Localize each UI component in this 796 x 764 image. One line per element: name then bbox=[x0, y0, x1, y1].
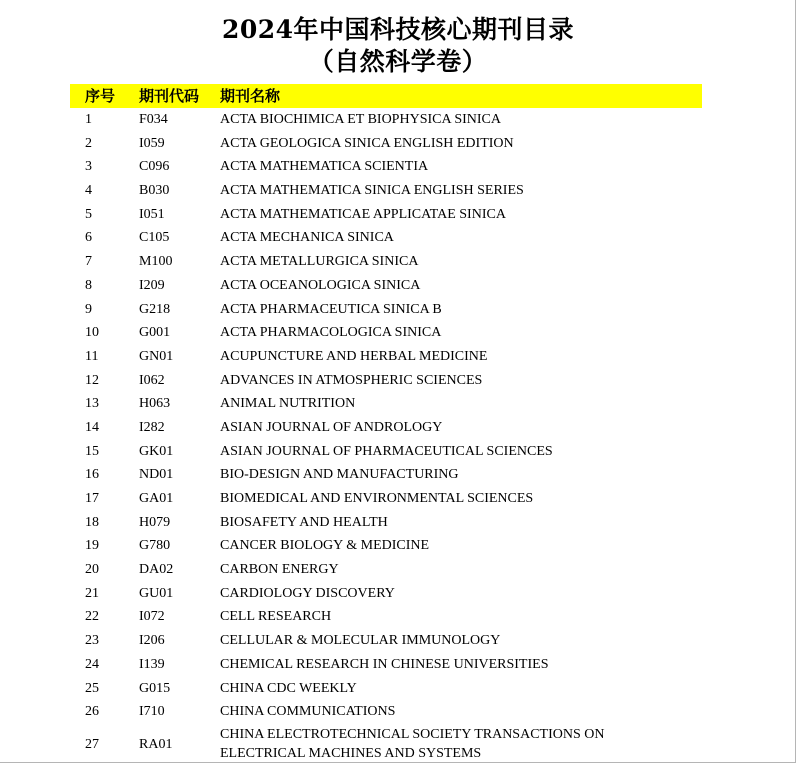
journal-code: DA02 bbox=[139, 562, 174, 578]
journal-name: ASIAN JOURNAL OF PHARMACEUTICAL SCIENCES bbox=[220, 443, 553, 459]
journal-name: ACTA METALLURGICA SINICA bbox=[220, 254, 419, 270]
table-row bbox=[70, 203, 702, 227]
journal-name: ACTA GEOLOGICA SINICA ENGLISH EDITION bbox=[220, 135, 514, 151]
journal-name: BIOMEDICAL AND ENVIRONMENTAL SCIENCES bbox=[220, 491, 534, 506]
row-number: 25 bbox=[85, 680, 99, 696]
journal-code: I209 bbox=[139, 277, 165, 293]
journal-table bbox=[70, 108, 702, 764]
row-number: 3 bbox=[85, 159, 92, 175]
row-number: 18 bbox=[85, 514, 99, 530]
journal-name: ACTA PHARMACEUTICA SINICA B bbox=[220, 301, 442, 317]
journal-code: G218 bbox=[139, 301, 171, 317]
journal-name: CHINA ELECTROTECHNICAL SOCIETY TRANSACTIONS ON ELECTRICAL MACHINES AND SYSTEMS bbox=[220, 726, 605, 761]
journal-code: G001 bbox=[139, 325, 171, 341]
row-number: 9 bbox=[85, 301, 92, 317]
table-row bbox=[70, 392, 702, 416]
journal-code: GA01 bbox=[139, 491, 174, 506]
table-row bbox=[70, 226, 702, 250]
table-row bbox=[70, 416, 702, 440]
row-number: 10 bbox=[85, 325, 99, 341]
row-number: 15 bbox=[85, 443, 99, 459]
row-number: 13 bbox=[85, 396, 99, 412]
journal-name: CELL RESEARCH bbox=[220, 609, 332, 625]
journal-name: CHEMICAL RESEARCH IN CHINESE UNIVERSITIES bbox=[220, 656, 549, 672]
journal-name: CHINA COMMUNICATIONS bbox=[220, 704, 396, 720]
journal-name: ACTA PHARMACOLOGICA SINICA bbox=[220, 325, 442, 341]
page-subtitle: （自然科学卷） bbox=[308, 47, 488, 76]
table-row bbox=[70, 582, 702, 606]
journal-name: CARDIOLOGY DISCOVERY bbox=[220, 585, 395, 601]
journal-name: ACTA MATHEMATICA SINICA ENGLISH SERIES bbox=[220, 183, 524, 199]
row-number: 14 bbox=[85, 419, 99, 435]
journal-code: I710 bbox=[139, 704, 165, 720]
row-number: 22 bbox=[85, 609, 99, 625]
journal-code: GU01 bbox=[139, 585, 174, 601]
column-header-code: 期刊代码 bbox=[139, 87, 200, 105]
table-row bbox=[70, 558, 702, 582]
table-row bbox=[70, 534, 702, 558]
table-row bbox=[70, 511, 702, 535]
row-number: 2 bbox=[85, 135, 92, 151]
row-number: 6 bbox=[85, 230, 92, 246]
journal-name: ACTA BIOCHIMICA ET BIOPHYSICA SINICA bbox=[220, 112, 501, 127]
table-row bbox=[70, 345, 702, 369]
column-header-name: 期刊名称 bbox=[220, 87, 281, 105]
table-row bbox=[70, 700, 702, 724]
journal-name: CHINA CDC WEEKLY bbox=[220, 680, 357, 696]
row-number: 17 bbox=[85, 491, 99, 506]
row-number: 11 bbox=[85, 348, 99, 364]
page-title: 2024年中国科技核心期刊目录 bbox=[221, 15, 575, 44]
journal-code: GK01 bbox=[139, 443, 174, 459]
row-number: 24 bbox=[85, 656, 99, 672]
table-row bbox=[70, 274, 702, 298]
table-header bbox=[70, 84, 702, 108]
row-number: 4 bbox=[85, 183, 92, 199]
journal-code: C096 bbox=[139, 159, 170, 175]
journal-code: I139 bbox=[139, 656, 165, 672]
table-row bbox=[70, 298, 702, 322]
journal-name: ADVANCES IN ATMOSPHERIC SCIENCES bbox=[220, 372, 483, 388]
table-row bbox=[70, 463, 702, 487]
journal-code: B030 bbox=[139, 183, 170, 199]
journal-code: I072 bbox=[139, 609, 165, 625]
journal-code: G780 bbox=[139, 538, 171, 554]
journal-code: ND01 bbox=[139, 467, 174, 483]
row-number: 1 bbox=[85, 112, 92, 127]
row-number: 19 bbox=[85, 538, 99, 554]
journal-code: F034 bbox=[139, 112, 168, 127]
journal-name: CELLULAR & MOLECULAR IMMUNOLOGY bbox=[220, 633, 501, 649]
table-row bbox=[70, 653, 702, 677]
table-row bbox=[70, 132, 702, 156]
table-row bbox=[70, 605, 702, 629]
journal-name: ACTA MECHANICA SINICA bbox=[220, 230, 394, 246]
table-row bbox=[70, 440, 702, 464]
journal-code: I051 bbox=[139, 206, 165, 222]
table-row bbox=[70, 487, 702, 511]
journal-code: C105 bbox=[139, 230, 170, 246]
journal-code: GN01 bbox=[139, 348, 174, 364]
journal-code: I282 bbox=[139, 419, 165, 435]
journal-code: M100 bbox=[139, 254, 173, 270]
table-row bbox=[70, 677, 702, 701]
row-number: 8 bbox=[85, 277, 92, 293]
journal-name: ACTA MATHEMATICA SCIENTIA bbox=[220, 159, 429, 175]
journal-code: I059 bbox=[139, 135, 165, 151]
table-row bbox=[70, 369, 702, 393]
journal-name: CARBON ENERGY bbox=[220, 562, 339, 578]
row-number: 7 bbox=[85, 254, 92, 270]
journal-name: ACUPUNCTURE AND HERBAL MEDICINE bbox=[220, 348, 488, 364]
table-row bbox=[70, 108, 702, 132]
row-number: 16 bbox=[85, 467, 99, 483]
journal-name: CANCER BIOLOGY & MEDICINE bbox=[220, 538, 430, 554]
table-row bbox=[70, 179, 702, 203]
row-number: 27 bbox=[85, 736, 99, 752]
journal-code: G015 bbox=[139, 680, 171, 696]
row-number: 20 bbox=[85, 562, 99, 578]
row-number: 23 bbox=[85, 633, 99, 649]
table-row bbox=[70, 629, 702, 653]
table-row bbox=[70, 321, 702, 345]
journal-code: I206 bbox=[139, 633, 165, 649]
row-number: 21 bbox=[85, 585, 99, 601]
journal-code: H079 bbox=[139, 514, 171, 530]
journal-name: ACTA MATHEMATICAE APPLICATAE SINICA bbox=[220, 206, 506, 222]
row-number: 5 bbox=[85, 206, 92, 222]
journal-code: RA01 bbox=[139, 736, 173, 752]
column-header-no: 序号 bbox=[85, 87, 116, 105]
journal-code: H063 bbox=[139, 396, 171, 412]
row-number: 12 bbox=[85, 372, 99, 388]
journal-code: I062 bbox=[139, 372, 165, 388]
journal-name: ACTA OCEANOLOGICA SINICA bbox=[220, 277, 421, 293]
row-number: 26 bbox=[85, 704, 99, 720]
table-row bbox=[70, 724, 702, 764]
table-row bbox=[70, 155, 702, 179]
table-row bbox=[70, 250, 702, 274]
journal-name: BIOSAFETY AND HEALTH bbox=[220, 514, 388, 530]
journal-name: BIO-DESIGN AND MANUFACTURING bbox=[220, 467, 459, 483]
journal-name: ANIMAL NUTRITION bbox=[220, 396, 356, 412]
journal-name: ASIAN JOURNAL OF ANDROLOGY bbox=[220, 419, 443, 435]
